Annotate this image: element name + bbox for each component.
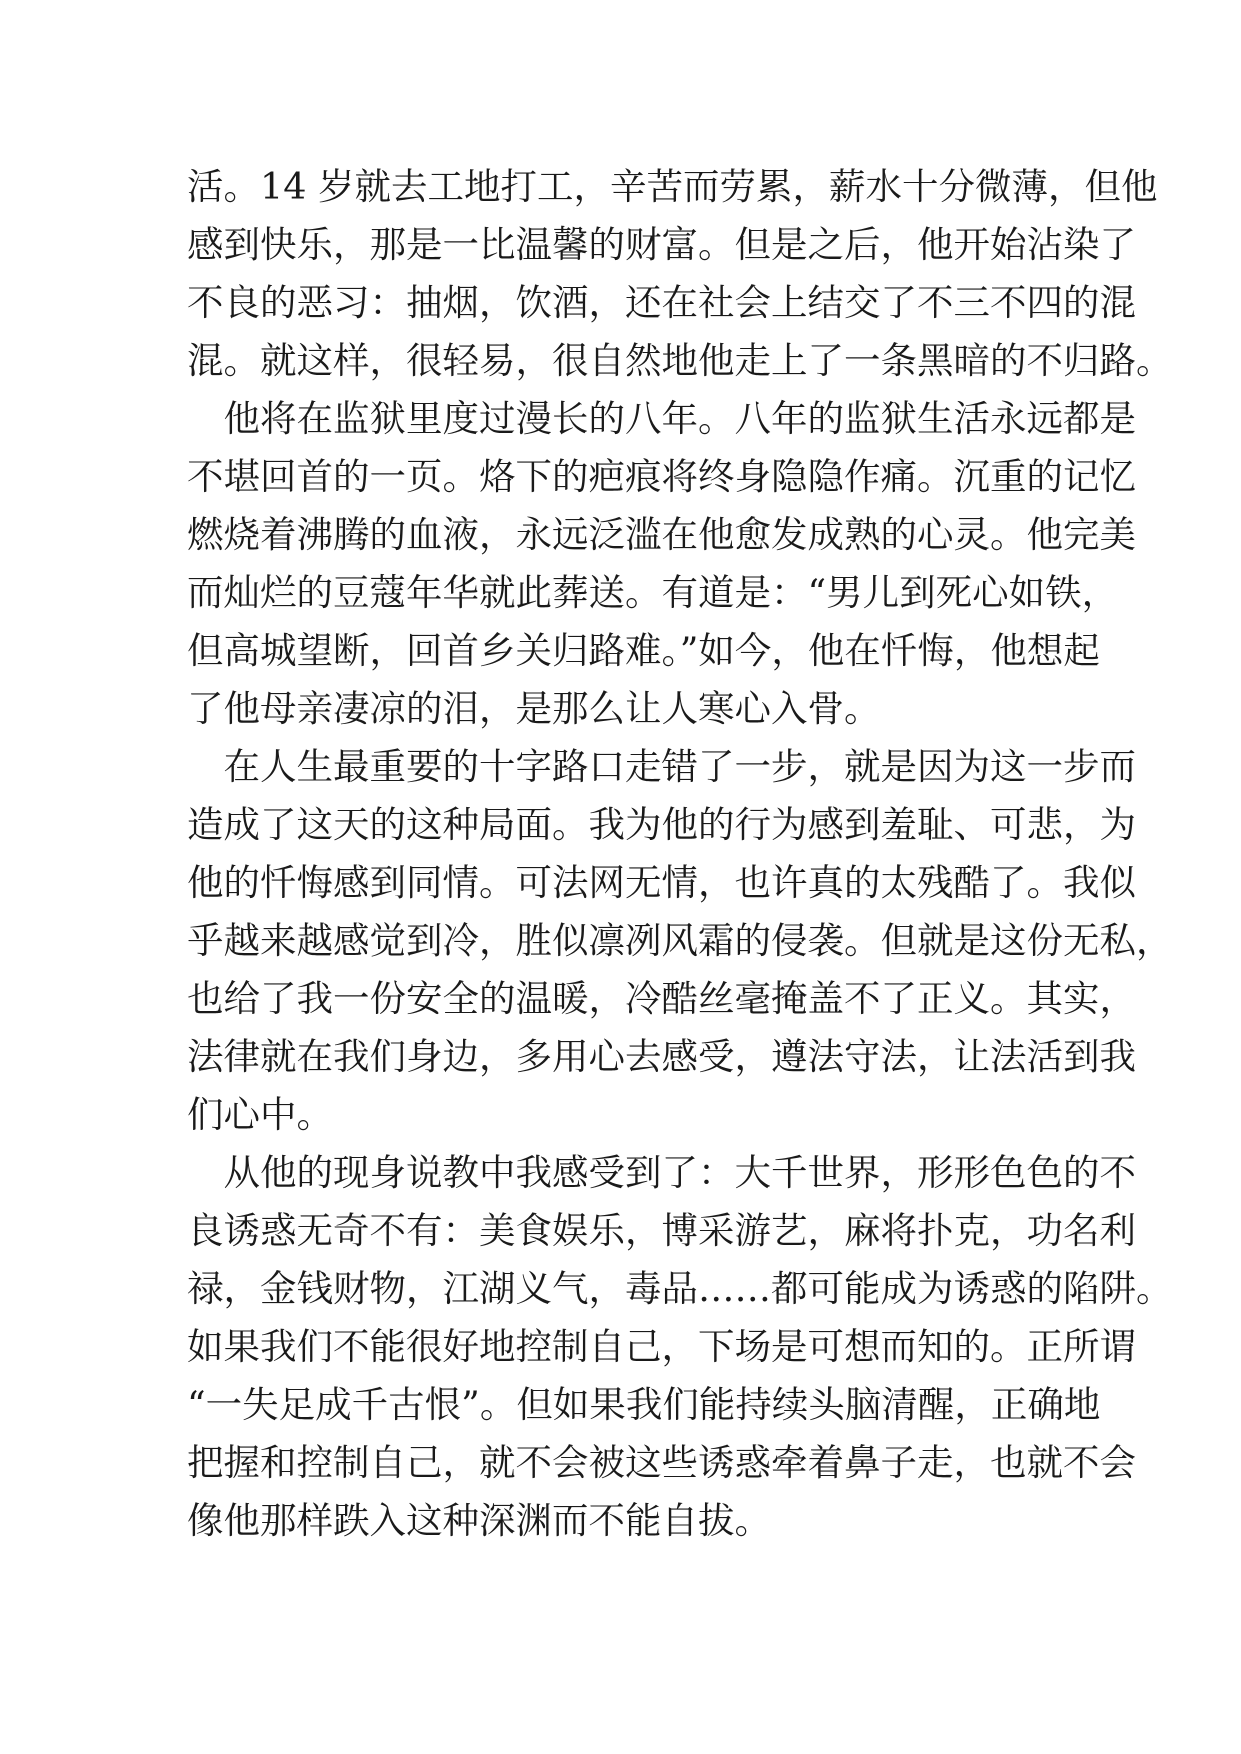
text-line: “一失足成千古恨”。但如果我们能持续头脑清醒，正确地: [187, 1383, 1101, 1426]
text-line: 混。就这样，很轻易，很自然地他走上了一条黑暗的不归路。: [187, 339, 1173, 382]
text-line: 不良的恶习：抽烟，饮酒，还在社会上结交了不三不四的混: [187, 281, 1136, 324]
text-line: 他的忏悔感到同情。可法网无情，也许真的太残酷了。我似: [187, 861, 1136, 904]
text-line: 也给了我一份安全的温暖，冷酷丝毫掩盖不了正义。其实，: [187, 977, 1136, 1020]
text-line: 在人生最重要的十字路口走错了一步，就是因为这一步而: [187, 745, 1136, 788]
text-line: 把握和控制自己，就不会被这些诱惑牵着鼻子走，也就不会: [187, 1441, 1136, 1484]
text-line: 良诱惑无奇不有：美食娱乐，博采游艺，麻将扑克，功名利: [187, 1209, 1136, 1252]
text-line: 禄，金钱财物，江湖义气，毒品……都可能成为诱惑的陷阱。: [187, 1267, 1173, 1310]
paragraph: [187, 738, 1173, 1144]
text-line: 而灿烂的豆蔻年华就此葬送。有道是：“男儿到死心如铁，: [187, 571, 1119, 614]
paragraph: [187, 390, 1136, 738]
text-line: 像他那样跌入这种深渊而不能自拔。: [187, 1499, 771, 1542]
text-line: 乎越来越感觉到冷，胜似凛冽风霜的侵袭。但就是这份无私，: [187, 919, 1173, 962]
paragraph: [187, 158, 1173, 390]
text-line: 燃烧着沸腾的血液，永远泛滥在他愈发成熟的心灵。他完美: [187, 513, 1136, 556]
text-line: 活。14 岁就去工地打工，辛苦而劳累，薪水十分微薄，但他: [187, 165, 1158, 208]
text-line: 他将在监狱里度过漫长的八年。八年的监狱生活永远都是: [187, 397, 1136, 440]
text-line: 们心中。: [187, 1093, 333, 1136]
body-text: [187, 158, 1173, 1550]
text-line: 感到快乐，那是一比温馨的财富。但是之后，他开始沾染了: [187, 223, 1136, 266]
text-line: 了他母亲凄凉的泪，是那么让人寒心入骨。: [187, 687, 881, 730]
text-line: 法律就在我们身边，多用心去感受，遵法守法，让法活到我: [187, 1035, 1136, 1078]
text-line: 如果我们不能很好地控制自己，下场是可想而知的。正所谓: [187, 1325, 1136, 1368]
paragraph: [187, 1144, 1173, 1550]
text-line: 但高城望断，回首乡关归路难。”如今，他在忏悔，他想起: [187, 629, 1100, 672]
text-line: 不堪回首的一页。烙下的疤痕将终身隐隐作痛。沉重的记忆: [187, 455, 1136, 498]
text-line: 从他的现身说教中我感受到了：大千世界，形形色色的不: [187, 1151, 1136, 1194]
text-line: 造成了这天的这种局面。我为他的行为感到羞耻、可悲，为: [187, 803, 1136, 846]
